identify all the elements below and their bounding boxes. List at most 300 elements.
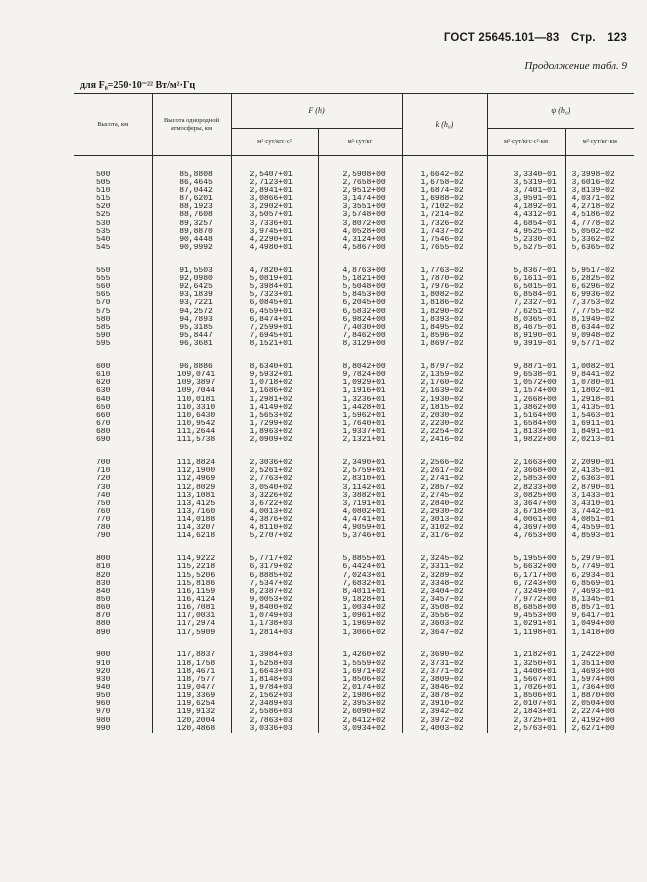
table-row: [74, 660, 634, 668]
cell-psi-kg: 1,8491−01: [571, 428, 615, 437]
cell-F-kgs: 1,5653+02: [231, 412, 318, 420]
cell-F-kgs: 7,5347+02: [231, 580, 318, 588]
cell-psi-kg: 6,9936−02: [571, 291, 615, 300]
table-row: [74, 396, 634, 404]
cell-F-kg: 1,8506+02: [318, 676, 402, 684]
table-top-gap: [74, 156, 634, 171]
table-row: [74, 725, 634, 733]
cell-F-kg: 4,8763+00: [318, 267, 402, 275]
cell-psi-kg: 4,7778−02: [571, 219, 615, 228]
cell-psi-kgs: 7,3249+00: [487, 588, 565, 596]
cell-homogeneous: 95,3185: [152, 324, 231, 332]
cell-psi-kgs: 1,1574+00: [487, 387, 565, 395]
table-row: [74, 604, 634, 612]
cell-psi-kgs: 1,8133+00: [487, 428, 565, 436]
data-table: [74, 93, 634, 733]
cell-psi-kg: 9,6417−01: [571, 612, 615, 621]
cell-homogeneous: 95,8447: [152, 332, 231, 340]
cell-altitude: 570: [74, 299, 152, 307]
table-row: [74, 428, 634, 436]
cell-psi-kgs: 1,2182+01: [487, 651, 565, 659]
cell-homogeneous: 94,2572: [152, 308, 231, 316]
cell-F-kg: 2,6090+02: [318, 708, 402, 716]
cell-F-kg: 3,3882+01: [318, 492, 402, 500]
spacer-cell: [74, 541, 152, 556]
cell-k: 1,7763−02: [402, 267, 487, 275]
cell-psi-kgs: 2,8233+00: [487, 484, 565, 492]
spacer-cell: [74, 637, 152, 652]
cell-altitude: 770: [74, 516, 152, 524]
cell-homogeneous: 119,6254: [152, 700, 231, 708]
cell-psi-kgs: 4,9525−01: [487, 228, 565, 236]
col-header-homogeneous: Высота однородной атмосферы, км: [152, 94, 231, 156]
table-row: [74, 692, 634, 700]
spacer-cell: [74, 156, 152, 171]
cell-altitude: 860: [74, 604, 152, 612]
cell-F-kgs: 2,3489+03: [231, 700, 318, 708]
cell-altitude: 820: [74, 572, 152, 580]
cell-homogeneous: 111,2644: [152, 428, 231, 436]
cell-homogeneous: 87,0442: [152, 187, 231, 195]
cell-F-kgs: 1,8963+02: [231, 428, 318, 436]
cell-psi-kgs: 2,1843+01: [487, 708, 565, 716]
cell-psi-kgs: 7,9772+00: [487, 596, 565, 604]
spacer-cell: [152, 541, 231, 556]
cell-psi-kgs: 3,5319−01: [487, 179, 565, 187]
cell-psi-kg: 3,3998−02: [571, 170, 615, 179]
cell-F-kg: 1,0929+01: [318, 379, 402, 387]
cell-F-kg: 5,8855+01: [318, 555, 402, 563]
cell-psi-kg: 2,4192+00: [571, 716, 615, 725]
cell-psi-kgs: 9,3919−01: [487, 340, 565, 348]
col-header-k: k (h₀): [402, 94, 487, 156]
cell-altitude: 630: [74, 387, 152, 395]
cell-psi-kg: 7,7755−02: [571, 307, 615, 316]
cell-homogeneous: 96,8886: [152, 363, 231, 371]
cell-homogeneous: 89,8870: [152, 228, 231, 236]
spacer-cell: [231, 252, 318, 267]
spacer-cell: [152, 637, 231, 652]
cell-psi-kgs: 1,9822+00: [487, 436, 565, 444]
cell-F-kgs: 4,0013+02: [231, 508, 318, 516]
cell-F-kg: 5,3746+01: [318, 532, 402, 540]
cell-homogeneous: 112,4969: [152, 475, 231, 483]
cell-psi-kg: 4,5186−02: [571, 211, 615, 220]
cell-F-kg: 1,0034+02: [318, 604, 402, 612]
cell-F-kgs: 2,8941+01: [231, 187, 318, 195]
table-row: [74, 500, 634, 508]
cell-altitude: 840: [74, 588, 152, 596]
table-row: [74, 684, 634, 692]
cell-F-kg: 1,5962+01: [318, 412, 402, 420]
cell-altitude: 690: [74, 436, 152, 444]
cell-homogeneous: 88,1923: [152, 203, 231, 211]
cell-k: 2,2230−02: [402, 420, 487, 428]
cell-psi-kgs: 4,7653+00: [487, 532, 565, 540]
cell-k: 2,2416−02: [402, 436, 487, 444]
cell-F-kgs: 1,2981+02: [231, 396, 318, 404]
cell-altitude: 670: [74, 420, 152, 428]
cell-altitude: 740: [74, 492, 152, 500]
cell-F-kg: 8,8042+00: [318, 363, 402, 371]
cell-psi-kgs: 1,0572+00: [487, 379, 565, 387]
cell-psi-kg: 5,0502−02: [571, 227, 615, 236]
spacer-cell: [318, 252, 402, 267]
table-row: [74, 459, 634, 467]
cell-k: 1,8082−02: [402, 291, 487, 299]
table-row: [74, 612, 634, 620]
table-row: [74, 171, 634, 179]
cell-F-kgs: 2,3036+02: [231, 459, 318, 467]
cell-F-kgs: 3,9745+01: [231, 228, 318, 236]
col-header-F-unit1: м²·сут/кгс·с²: [231, 129, 318, 156]
cell-psi-kgs: 2,0107+01: [487, 700, 565, 708]
cell-homogeneous: 96,3681: [152, 340, 231, 348]
cell-homogeneous: 110,3310: [152, 404, 231, 412]
cell-homogeneous: 120,2004: [152, 717, 231, 725]
cell-F-kg: 2,5908+00: [318, 171, 402, 179]
cell-altitude: 930: [74, 676, 152, 684]
cell-homogeneous: 117,5909: [152, 629, 231, 637]
cell-psi-kgs: 1,8506+01: [487, 692, 565, 700]
cell-F-kgs: 3,7336+01: [231, 220, 318, 228]
cell-psi-kgs: 6,1717+00: [487, 572, 565, 580]
cell-k: 2,1760−02: [402, 379, 487, 387]
cell-psi-kgs: 1,4408+01: [487, 668, 565, 676]
cell-psi-kgs: 7,6251−01: [487, 308, 565, 316]
page-label: Стр.: [570, 32, 596, 44]
spacer-cell: [565, 252, 634, 267]
cell-k: 2,3771−02: [402, 668, 487, 676]
cell-k: 2,3289−02: [402, 572, 487, 580]
spacer-cell: [318, 541, 402, 556]
page-header: [436, 32, 627, 44]
table-row: [74, 275, 634, 283]
spacer-cell: [565, 348, 634, 363]
cell-F-kg: 1,9337+01: [318, 428, 402, 436]
cell-homogeneous: 117,0031: [152, 612, 231, 620]
table-row: [74, 244, 634, 252]
spacer-cell: [152, 252, 231, 267]
cell-altitude: 870: [74, 612, 152, 620]
cell-altitude: 970: [74, 708, 152, 716]
cell-F-kgs: 1,0749+03: [231, 612, 318, 620]
table-row: [74, 340, 634, 348]
cell-k: 1,7437−02: [402, 228, 487, 236]
cell-F-kgs: 4,7820+01: [231, 267, 318, 275]
cell-altitude: 595: [74, 340, 152, 348]
table-row: [74, 492, 634, 500]
table-row: [74, 387, 634, 395]
spacer-cell: [402, 637, 487, 652]
cell-psi-kgs: 4,3697+00: [487, 524, 565, 532]
table-row: [74, 324, 634, 332]
cell-psi-kgs: 6,1611−01: [487, 275, 565, 283]
cell-F-kg: 9,7824+00: [318, 371, 402, 379]
cell-psi-kgs: 1,5667+01: [487, 676, 565, 684]
cell-altitude: 730: [74, 484, 152, 492]
cell-altitude: 710: [74, 467, 152, 475]
spacer-cell: [152, 444, 231, 459]
cell-psi-kg: 2,4135−01: [571, 467, 615, 476]
cell-F-kgs: 4,8110+02: [231, 524, 318, 532]
cell-k: 2,3878−02: [402, 692, 487, 700]
cell-k: 2,2930−02: [402, 508, 487, 516]
cell-k: 2,3404−02: [402, 588, 487, 596]
cell-psi-kg: 1,7364+00: [571, 684, 615, 692]
cell-altitude: 960: [74, 700, 152, 708]
cell-homogeneous: 109,3897: [152, 379, 231, 387]
cell-k: 2,2741−02: [402, 475, 487, 483]
col-header-altitude: Высота, км: [74, 94, 152, 156]
cell-homogeneous: 114,3207: [152, 524, 231, 532]
table-row: [74, 308, 634, 316]
cell-psi-kg: 1,1418+00: [571, 628, 615, 637]
cell-altitude: 700: [74, 459, 152, 467]
table-row: [74, 332, 634, 340]
cell-altitude: 660: [74, 412, 152, 420]
cell-psi-kg: 9,8441−02: [571, 371, 615, 380]
cell-psi-kg: 1,1802−01: [571, 387, 615, 396]
cell-psi-kgs: 2,5853+00: [487, 475, 565, 483]
cell-psi-kg: 1,0780−01: [571, 379, 615, 388]
cell-F-kg: 2,8412+02: [318, 717, 402, 725]
table-row: [74, 363, 634, 371]
cell-k: 2,3176−02: [402, 532, 487, 540]
table-row: [74, 717, 634, 725]
cell-psi-kgs: 5,2330−01: [487, 236, 565, 244]
cell-psi-kg: 1,4693+00: [571, 667, 615, 676]
cell-altitude: 550: [74, 267, 152, 275]
spacer-cell: [231, 541, 318, 556]
spacer-cell: [231, 444, 318, 459]
cell-homogeneous: 118,4671: [152, 668, 231, 676]
table-row: [74, 620, 634, 628]
cell-psi-kgs: 2,3668+00: [487, 467, 565, 475]
cell-altitude: 940: [74, 684, 152, 692]
cell-psi-kg: 7,3753−02: [571, 299, 615, 308]
cell-altitude: 950: [74, 692, 152, 700]
cell-psi-kg: 1,2422+00: [571, 651, 615, 660]
cell-psi-kg: 8,8571−01: [571, 604, 615, 613]
cell-k: 2,3311−02: [402, 563, 487, 571]
cell-F-kgs: 6,3179+02: [231, 563, 318, 571]
cell-k: 1,7214−02: [402, 211, 487, 219]
cell-psi-kg: 4,4559−01: [571, 524, 615, 533]
cell-psi-kg: 8,6344−02: [571, 323, 615, 332]
cell-psi-kg: 5,7749−01: [571, 563, 615, 572]
cell-F-kg: 1,5559+02: [318, 660, 402, 668]
cell-altitude: 680: [74, 428, 152, 436]
cell-altitude: 760: [74, 508, 152, 516]
cell-psi-kg: 5,3362−02: [571, 235, 615, 244]
table-condition: для F₀=250·10⁻²² Вт/м²·Гц: [80, 80, 196, 91]
spacer-cell: [487, 348, 565, 363]
cell-psi-kgs: 2,1663+00: [487, 459, 565, 467]
table-row: [74, 532, 634, 540]
spacer-cell: [565, 156, 634, 171]
cell-F-kgs: 1,1686+02: [231, 387, 318, 395]
cell-F-kgs: 1,0718+02: [231, 379, 318, 387]
cell-F-kg: 1,0961+02: [318, 612, 402, 620]
table-row: [74, 195, 634, 203]
cell-psi-kgs: 1,7026+01: [487, 684, 565, 692]
cell-k: 1,8495−02: [402, 324, 487, 332]
spacer-cell: [487, 444, 565, 459]
group-separator: [74, 637, 634, 652]
spacer-cell: [318, 444, 402, 459]
cell-F-kg: 6,2045+00: [318, 299, 402, 307]
cell-k: 2,3690−02: [402, 651, 487, 659]
cell-psi-kgs: 4,0061+00: [487, 516, 565, 524]
cell-psi-kgs: 3,7401−01: [487, 187, 565, 195]
cell-F-kgs: 9,5932+01: [231, 371, 318, 379]
cell-altitude: 530: [74, 220, 152, 228]
spacer-cell: [231, 156, 318, 171]
cell-homogeneous: 115,8186: [152, 580, 231, 588]
cell-homogeneous: 88,7608: [152, 211, 231, 219]
cell-homogeneous: 111,5738: [152, 436, 231, 444]
table-row: [74, 572, 634, 580]
spacer-cell: [74, 444, 152, 459]
cell-psi-kg: 3,7442−01: [571, 508, 615, 516]
cell-psi-kgs: 8,4675−01: [487, 324, 565, 332]
table-row: [74, 267, 634, 275]
cell-k: 2,2617−02: [402, 467, 487, 475]
cell-homogeneous: 94,7893: [152, 316, 231, 324]
table-row: [74, 700, 634, 708]
cell-altitude: 520: [74, 203, 152, 211]
cell-k: 1,8186−02: [402, 299, 487, 307]
cell-F-kg: 4,0802+01: [318, 508, 402, 516]
cell-altitude: 590: [74, 332, 152, 340]
table-row: [74, 629, 634, 637]
cell-F-kgs: 1,6643+03: [231, 668, 318, 676]
cell-psi-kgs: 6,8584−01: [487, 291, 565, 299]
table-row: [74, 179, 634, 187]
cell-F-kg: 4,5867+00: [318, 244, 402, 252]
cell-altitude: 585: [74, 324, 152, 332]
cell-altitude: 525: [74, 211, 152, 219]
cell-altitude: 980: [74, 717, 152, 725]
cell-k: 2,3809−02: [402, 676, 487, 684]
cell-homogeneous: 87,6201: [152, 195, 231, 203]
cell-F-kgs: 2,7763+02: [231, 475, 318, 483]
cell-k: 1,6874−02: [402, 187, 487, 195]
cell-psi-kg: 1,2918−01: [571, 395, 615, 404]
table-row: [74, 508, 634, 516]
cell-k: 1,8393−02: [402, 316, 487, 324]
cell-homogeneous: 117,8837: [152, 651, 231, 659]
cell-psi-kgs: 8,6858+00: [487, 604, 565, 612]
cell-psi-kg: 2,2274+00: [571, 708, 615, 717]
cell-altitude: 910: [74, 660, 152, 668]
cell-F-kgs: 5,2707+02: [231, 532, 318, 540]
cell-altitude: 500: [74, 171, 152, 179]
cell-F-kg: 1,1916+01: [318, 387, 402, 395]
cell-F-kgs: 7,6945+01: [231, 332, 318, 340]
cell-altitude: 900: [74, 651, 152, 659]
cell-k: 2,3245−02: [402, 555, 487, 563]
cell-k: 2,1639−02: [402, 387, 487, 395]
cell-F-kgs: 5,7323+01: [231, 291, 318, 299]
spacer-cell: [152, 156, 231, 171]
cell-altitude: 850: [74, 596, 152, 604]
cell-F-kg: 6,9824+00: [318, 316, 402, 324]
cell-homogeneous: 92,6425: [152, 283, 231, 291]
cell-F-kgs: 6,0845+01: [231, 299, 318, 307]
cell-k: 1,7976−02: [402, 283, 487, 291]
cell-F-kgs: 3,2902+01: [231, 203, 318, 211]
cell-F-kgs: 9,8400+02: [231, 604, 318, 612]
cell-F-kg: 8,4011+01: [318, 588, 402, 596]
cell-k: 2,3603−02: [402, 620, 487, 628]
cell-F-kg: 3,0934+02: [318, 725, 402, 733]
cell-psi-kgs: 1,1198+01: [487, 629, 565, 637]
col-header-F-unit2: м²·сут/кг: [318, 129, 402, 156]
cell-psi-kg: 3,8139−02: [571, 186, 615, 195]
cell-psi-kgs: 1,0291+01: [487, 620, 565, 628]
table-row: [74, 484, 634, 492]
table-row: [74, 371, 634, 379]
cell-psi-kg: 2,0504+00: [571, 700, 615, 709]
table-row: [74, 291, 634, 299]
cell-psi-kg: 3,4310−01: [571, 499, 615, 508]
spacer-cell: [402, 156, 487, 171]
cell-F-kgs: 2,5407+01: [231, 171, 318, 179]
cell-k: 2,3942−02: [402, 708, 487, 716]
cell-F-kgs: 6,8474+01: [231, 316, 318, 324]
cell-psi-kgs: 7,2327−01: [487, 299, 565, 307]
cell-F-kgs: 1,1738+03: [231, 620, 318, 628]
spacer-cell: [402, 348, 487, 363]
cell-psi-kg: 1,0494+00: [571, 620, 615, 629]
cell-F-kgs: 5,7717+02: [231, 555, 318, 563]
cell-altitude: 505: [74, 179, 152, 187]
cell-psi-kgs: 1,5164+00: [487, 412, 565, 420]
cell-psi-kgs: 4,6854−01: [487, 220, 565, 228]
cell-psi-kg: 1,6911−01: [571, 420, 615, 428]
cell-k: 2,3972−02: [402, 717, 487, 725]
cell-psi-kg: 2,0213−01: [571, 436, 615, 445]
cell-psi-kg: 1,3511+00: [571, 659, 615, 668]
table-row: [74, 420, 634, 428]
cell-homogeneous: 119,0477: [152, 684, 231, 692]
standard-number: ГОСТ 25645.101—83: [443, 32, 560, 44]
cell-k: 2,3731−02: [402, 660, 487, 668]
cell-F-kg: 2,0174+02: [318, 684, 402, 692]
cell-F-kgs: 3,0540+02: [231, 484, 318, 492]
cell-F-kg: 9,1828+01: [318, 596, 402, 604]
cell-homogeneous: 117,2974: [152, 620, 231, 628]
cell-psi-kg: 5,6365−02: [571, 244, 615, 252]
table-row: [74, 316, 634, 324]
cell-F-kg: 2,3953+02: [318, 700, 402, 708]
cell-psi-kgs: 1,2668+00: [487, 396, 565, 404]
cell-altitude: 810: [74, 563, 152, 571]
cell-altitude: 580: [74, 316, 152, 324]
cell-homogeneous: 116,7081: [152, 604, 231, 612]
table-row: [74, 379, 634, 387]
cell-k: 2,3013−02: [402, 516, 487, 524]
cell-homogeneous: 110,6430: [152, 412, 231, 420]
cell-altitude: 540: [74, 236, 152, 244]
cell-homogeneous: 110,0181: [152, 396, 231, 404]
cell-F-kgs: 1,2814+03: [231, 629, 318, 637]
cell-k: 1,7546−02: [402, 236, 487, 244]
cell-altitude: 990: [74, 725, 152, 733]
cell-k: 2,3910−02: [402, 700, 487, 708]
